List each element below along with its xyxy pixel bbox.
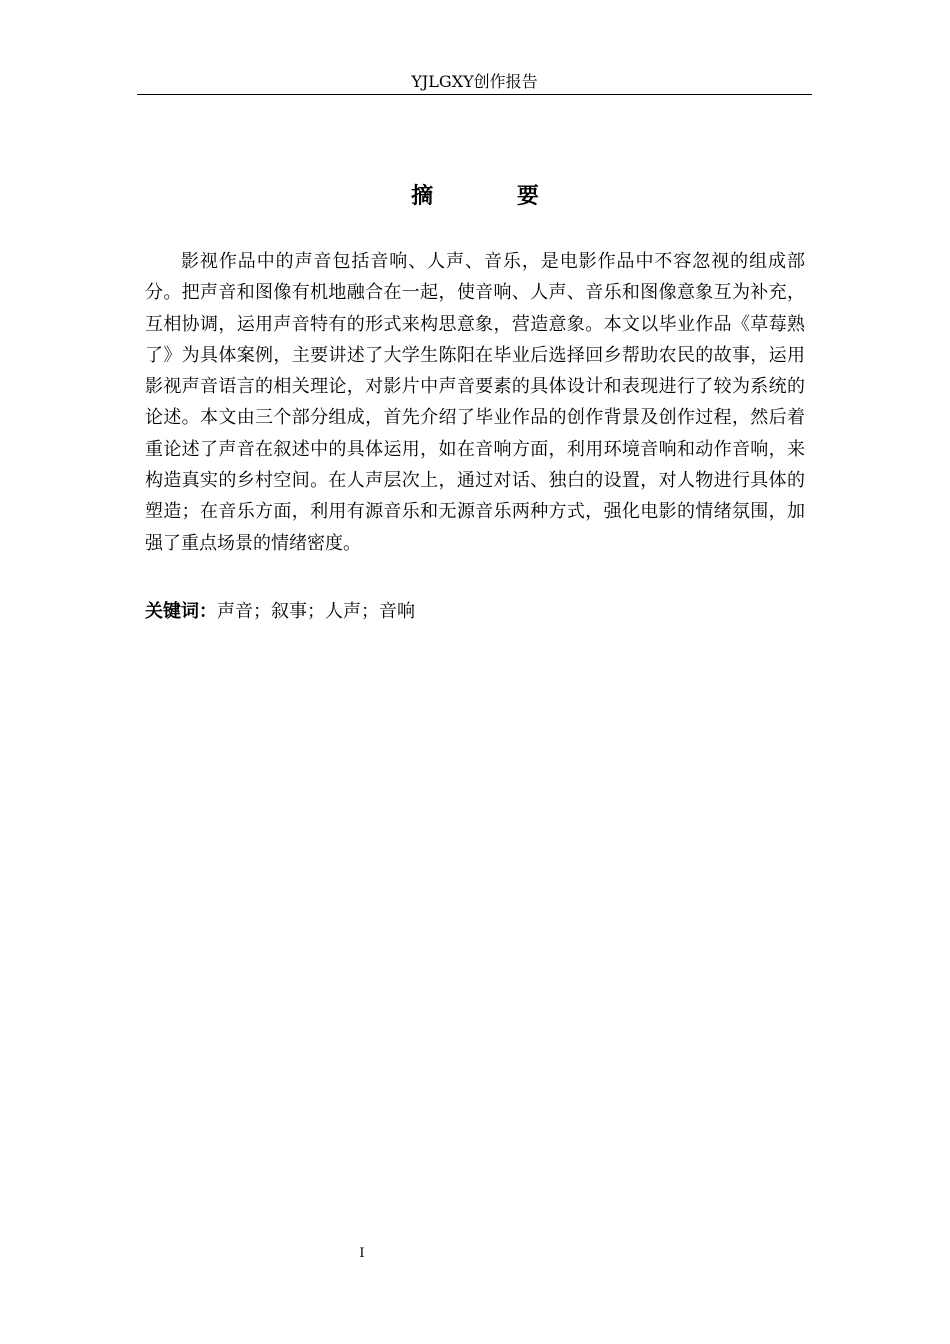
- page-number: I: [359, 1246, 365, 1261]
- keywords-label: 关键词：: [145, 601, 217, 622]
- abstract-paragraph: 影视作品中的声音包括音响、人声、音乐，是电影作品中不容忽视的组成部分。把声音和图像有机地融合在一起，使音响、人声、音乐和图像意象互为补充，互相协调，运用声音特有的形式来构思意象，营造意象。本文以毕业作品《草莓熟了》为具体案例，主要讲述了大学生陈阳在毕业后选择回乡帮助农民的故事，运用影视声音语言的相关理论，对影片中声音要素的具体设计和表现进行了较为系统的论述。本文由三个部分组成，首先介绍了毕业作品的创作背景及创作过程，然后着重论述了声音在叙述中的具体运用，如在音响方面，利用环境音响和动作音响，来构造真实的乡村空间。在人声层次上，通过对话、独白的设置，对人物进行具体的塑造；在音乐方面，利用有源音乐和无源音乐两种方式，强化电影的情绪氛围，加强了重点场景的情绪密度。: [145, 251, 805, 554]
- page-header: [137, 72, 812, 95]
- page-title: 摘 要: [411, 184, 577, 209]
- keywords-value: 声音；叙事；人声；音响: [217, 601, 415, 622]
- keywords-line: [145, 598, 805, 626]
- header-text: YJLGXY创作报告: [411, 72, 538, 91]
